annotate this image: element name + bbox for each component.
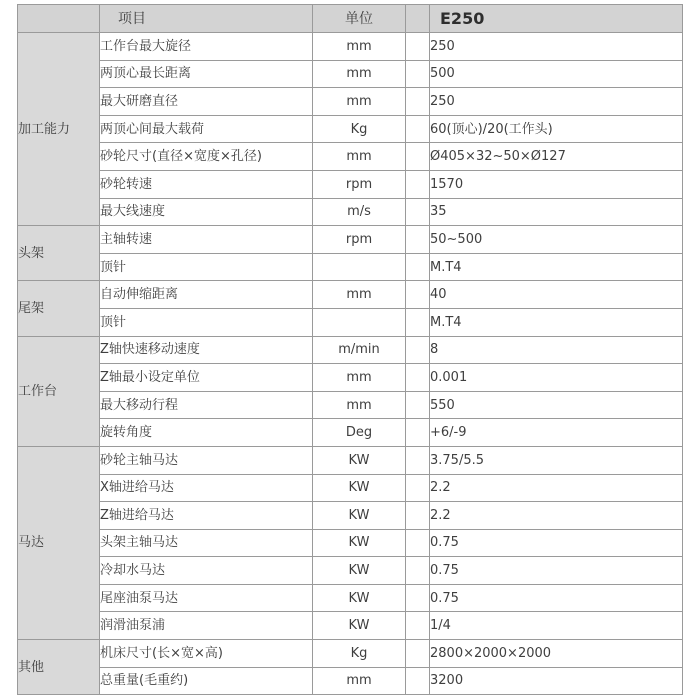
value-cell: 2800×2000×2000 [430, 640, 683, 668]
value-cell: 60(顶心)/20(工作头) [430, 115, 683, 143]
header-item: 项目 [100, 5, 313, 33]
value-cell: 0.75 [430, 557, 683, 585]
value-cell: M.T4 [430, 308, 683, 336]
table-row [18, 364, 683, 392]
value-cell: 2.2 [430, 474, 683, 502]
value-cell: 2.2 [430, 502, 683, 530]
value-cell: 550 [430, 391, 683, 419]
table-row [18, 612, 683, 640]
unit-cell: mm [313, 281, 406, 309]
item-cell: 主轴转速 [100, 226, 313, 254]
separator-cell [406, 446, 430, 474]
item-cell: 顶针 [100, 253, 313, 281]
separator-cell [406, 640, 430, 668]
unit-cell: KW [313, 557, 406, 585]
item-cell: Z轴最小设定单位 [100, 364, 313, 392]
separator-cell [406, 529, 430, 557]
separator-cell [406, 88, 430, 116]
item-cell: 自动伸缩距离 [100, 281, 313, 309]
unit-cell: rpm [313, 170, 406, 198]
item-cell: 尾座油泵马达 [100, 584, 313, 612]
table-row [18, 446, 683, 474]
category-cell: 马达 [18, 446, 100, 639]
unit-cell: mm [313, 60, 406, 88]
value-cell: 3.75/5.5 [430, 446, 683, 474]
table-row [18, 88, 683, 116]
value-cell: 35 [430, 198, 683, 226]
item-cell: 润滑油泵浦 [100, 612, 313, 640]
table-row [18, 115, 683, 143]
header-separator [406, 5, 430, 33]
table-header-row [18, 5, 683, 33]
value-cell: 8 [430, 336, 683, 364]
separator-cell [406, 170, 430, 198]
separator-cell [406, 143, 430, 171]
table-body [18, 33, 683, 695]
unit-cell: Kg [313, 640, 406, 668]
spec-table [17, 4, 683, 695]
separator-cell [406, 336, 430, 364]
separator-cell [406, 115, 430, 143]
table-row [18, 474, 683, 502]
unit-cell: mm [313, 667, 406, 695]
separator-cell [406, 60, 430, 88]
item-cell: Z轴快速移动速度 [100, 336, 313, 364]
table-row [18, 33, 683, 61]
unit-cell: mm [313, 391, 406, 419]
table-row [18, 640, 683, 668]
category-cell: 尾架 [18, 281, 100, 336]
table-row [18, 143, 683, 171]
table-row [18, 198, 683, 226]
value-cell: 500 [430, 60, 683, 88]
unit-cell: KW [313, 474, 406, 502]
category-cell: 工作台 [18, 336, 100, 446]
separator-cell [406, 198, 430, 226]
item-cell: 旋转角度 [100, 419, 313, 447]
value-cell: 50~500 [430, 226, 683, 254]
separator-cell [406, 281, 430, 309]
separator-cell [406, 502, 430, 530]
item-cell: 总重量(毛重约) [100, 667, 313, 695]
item-cell: 头架主轴马达 [100, 529, 313, 557]
table-row [18, 557, 683, 585]
separator-cell [406, 253, 430, 281]
item-cell: 砂轮尺寸(直径×宽度×孔径) [100, 143, 313, 171]
value-cell: 250 [430, 88, 683, 116]
unit-cell: mm [313, 364, 406, 392]
item-cell: 最大研磨直径 [100, 88, 313, 116]
unit-cell: Deg [313, 419, 406, 447]
item-cell: X轴进给马达 [100, 474, 313, 502]
item-cell: Z轴进给马达 [100, 502, 313, 530]
unit-cell: KW [313, 612, 406, 640]
separator-cell [406, 226, 430, 254]
category-cell: 其他 [18, 640, 100, 695]
unit-cell: mm [313, 143, 406, 171]
unit-cell [313, 308, 406, 336]
unit-cell: KW [313, 502, 406, 530]
item-cell: 两顶心最长距离 [100, 60, 313, 88]
unit-cell: mm [313, 88, 406, 116]
item-cell: 砂轮转速 [100, 170, 313, 198]
separator-cell [406, 667, 430, 695]
table-row [18, 308, 683, 336]
table-row [18, 253, 683, 281]
value-cell: Ø405×32~50×Ø127 [430, 143, 683, 171]
item-cell: 冷却水马达 [100, 557, 313, 585]
unit-cell: rpm [313, 226, 406, 254]
item-cell: 工作台最大旋径 [100, 33, 313, 61]
value-cell: 250 [430, 33, 683, 61]
unit-cell [313, 253, 406, 281]
table-row [18, 226, 683, 254]
value-cell: 0.75 [430, 584, 683, 612]
separator-cell [406, 557, 430, 585]
item-cell: 砂轮主轴马达 [100, 446, 313, 474]
category-cell: 头架 [18, 226, 100, 281]
table-row [18, 391, 683, 419]
table-row [18, 529, 683, 557]
value-cell: 0.001 [430, 364, 683, 392]
item-cell: 顶针 [100, 308, 313, 336]
separator-cell [406, 419, 430, 447]
separator-cell [406, 391, 430, 419]
separator-cell [406, 584, 430, 612]
table-row [18, 584, 683, 612]
item-cell: 机床尺寸(长×宽×高) [100, 640, 313, 668]
unit-cell: Kg [313, 115, 406, 143]
table-row [18, 419, 683, 447]
value-cell: 3200 [430, 667, 683, 695]
value-cell: M.T4 [430, 253, 683, 281]
header-model: E250 [430, 5, 683, 33]
unit-cell: KW [313, 529, 406, 557]
unit-cell: KW [313, 446, 406, 474]
separator-cell [406, 308, 430, 336]
unit-cell: m/s [313, 198, 406, 226]
value-cell: +6/-9 [430, 419, 683, 447]
item-cell: 最大线速度 [100, 198, 313, 226]
separator-cell [406, 364, 430, 392]
value-cell: 40 [430, 281, 683, 309]
separator-cell [406, 612, 430, 640]
value-cell: 1/4 [430, 612, 683, 640]
table-row [18, 281, 683, 309]
table-row [18, 60, 683, 88]
item-cell: 两顶心间最大载荷 [100, 115, 313, 143]
table-row [18, 170, 683, 198]
unit-cell: mm [313, 33, 406, 61]
header-unit: 单位 [313, 5, 406, 33]
value-cell: 0.75 [430, 529, 683, 557]
separator-cell [406, 474, 430, 502]
unit-cell: KW [313, 584, 406, 612]
table-row [18, 502, 683, 530]
value-cell: 1570 [430, 170, 683, 198]
category-cell: 加工能力 [18, 33, 100, 226]
table-row [18, 667, 683, 695]
separator-cell [406, 33, 430, 61]
table-row [18, 336, 683, 364]
header-category [18, 5, 100, 33]
unit-cell: m/min [313, 336, 406, 364]
item-cell: 最大移动行程 [100, 391, 313, 419]
